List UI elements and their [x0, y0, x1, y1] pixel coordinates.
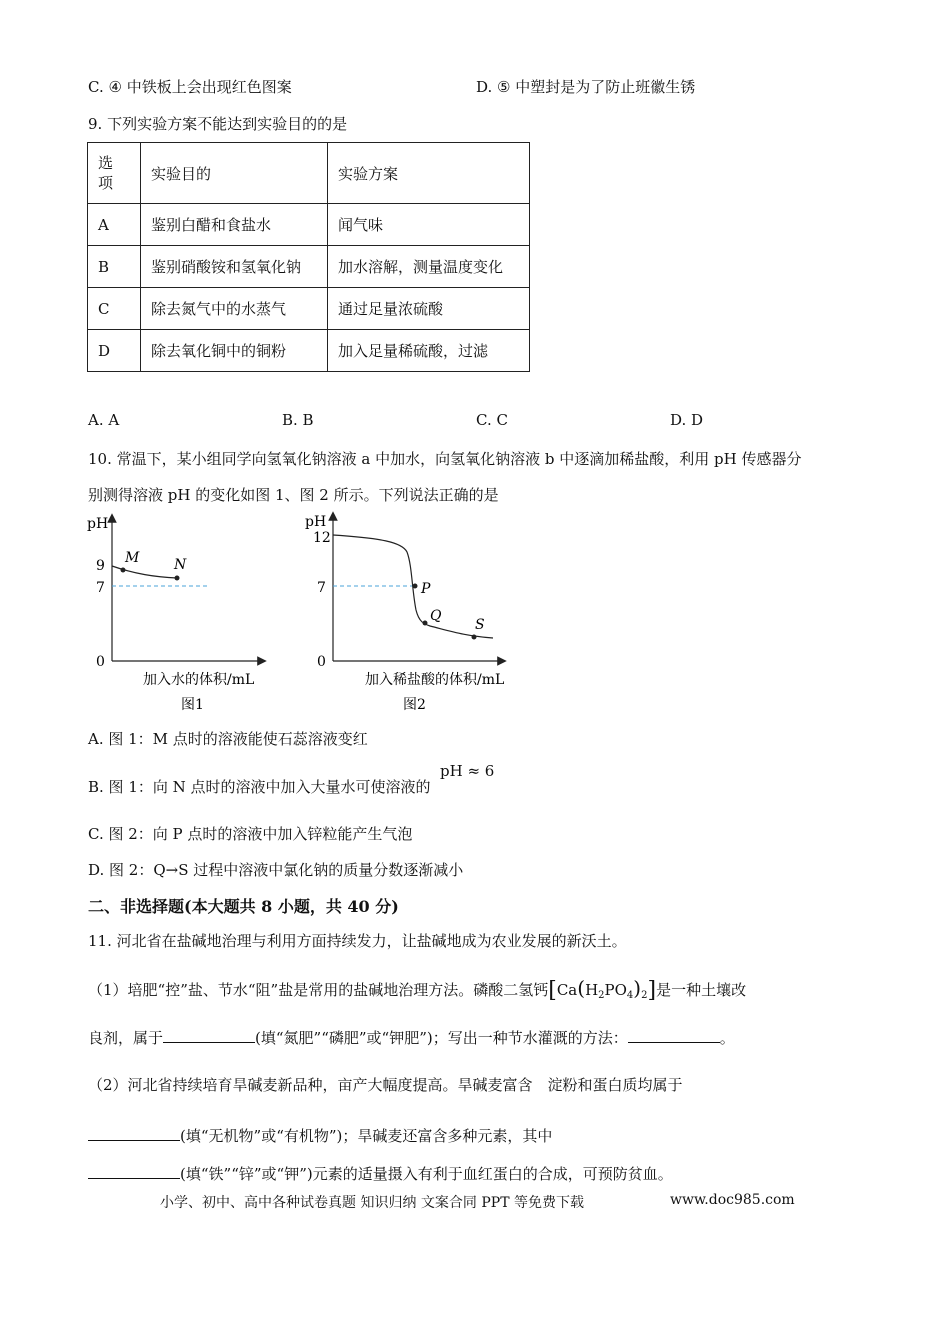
row-plan: 加水溶解，测量温度变化	[328, 246, 530, 288]
q9-choice-b: B. B	[282, 411, 314, 429]
q11-part1-line2: 良剂，属于 (填“氮肥”“磷肥”或“钾肥”)；写出一种节水灌溉的方法： 。	[88, 1029, 735, 1047]
figure-2	[300, 510, 530, 720]
q11-part2-line2: (填“无机物”或“有机物”)；旱碱麦还富含多种元素，其中	[88, 1125, 552, 1146]
q11-part2-line3: (填“铁”“锌”或“钾”)元素的适量摄入有利于血红蛋白的合成，可预防贫血。	[88, 1163, 673, 1184]
fig1-xlabel: 加入水的体积/mL	[143, 672, 255, 688]
row-purpose: 除去氮气中的水蒸气	[141, 288, 328, 330]
q11-part1-text-b: 是一种土壤改	[656, 981, 747, 999]
fig1-ylabel: pH	[87, 516, 109, 532]
row-option: C	[88, 288, 141, 330]
row-purpose: 除去氧化铜中的铜粉	[141, 330, 328, 372]
q10-stem-line2: 别测得溶液 pH 的变化如图 1、图 2 所示。下列说法正确的是	[88, 486, 499, 504]
fig2-point-q	[423, 621, 428, 626]
q8-option-c: C. ④ 中铁板上会出现红色图案	[88, 78, 292, 96]
fig2-tick-7: 7	[317, 580, 326, 596]
q10-option-c: C. 图 2：向 P 点时的溶液中加入锌粒能产生气泡	[88, 825, 413, 843]
header-option: 选 项	[88, 143, 141, 204]
q11-stem: 11. 河北省在盐碱地治理与利用方面持续发力，让盐碱地成为农业发展的新沃土。	[88, 932, 627, 950]
fig2-tick-12: 12	[313, 530, 331, 546]
fig1-point-m	[121, 568, 126, 573]
table-row	[88, 288, 530, 330]
fig1-tick-7: 7	[96, 580, 105, 596]
fig1-label-n: N	[174, 557, 187, 573]
table-row	[88, 204, 530, 246]
fig1-tick-9: 9	[96, 558, 105, 574]
fig2-ylabel: pH	[305, 514, 327, 530]
q9-choice-a: A. A	[88, 411, 120, 429]
answer-blank-irrigation[interactable]	[628, 1028, 720, 1043]
fig2-label-q: Q	[430, 608, 442, 624]
fig2-xlabel: 加入稀盐酸的体积/mL	[365, 672, 505, 688]
header-plan: 实验方案	[328, 143, 530, 204]
row-option: D	[88, 330, 141, 372]
q9-stem: 9. 下列实验方案不能达到实验目的的是	[88, 115, 348, 133]
row-purpose: 鉴别白醋和食盐水	[141, 204, 328, 246]
q10-stem-line1: 10. 常温下，某小组同学向氢氧化钠溶液 a 中加水，向氢氧化钠溶液 b 中逐滴加稀盐酸，利用 pH 传感器分	[88, 450, 802, 468]
row-plan: 加入足量稀硫酸，过滤	[328, 330, 530, 372]
fig2-point-s	[472, 635, 477, 640]
q10-option-d: D. 图 2：Q→S 过程中溶液中氯化钠的质量分数逐渐减小	[88, 861, 464, 879]
q9-choice-c: C. C	[476, 411, 508, 429]
table-row	[88, 330, 530, 372]
q11-part2-line1: （2）河北省持续培育旱碱麦新品种，亩产大幅度提高。旱碱麦富含 淀粉和蛋白质均属于	[88, 1076, 683, 1094]
answer-blank-fertilizer[interactable]	[163, 1028, 255, 1043]
q10-option-a: A. 图 1：M 点时的溶液能使石蕊溶液变红	[88, 730, 368, 748]
q9-table	[87, 142, 530, 372]
footer-text: 小学、初中、高中各种试卷真题 知识归纳 文案合同 PPT 等免费下载	[160, 1195, 584, 1211]
table-row	[88, 246, 530, 288]
q9-choice-d: D. D	[670, 411, 704, 429]
q8-option-d: D. ⑤ 中塑封是为了防止班徽生锈	[476, 78, 696, 96]
q10-option-b: B. 图 1：向 N 点时的溶液中加入大量水可使溶液的	[88, 778, 431, 796]
header-purpose: 实验目的	[141, 143, 328, 204]
answer-blank-organic[interactable]	[88, 1126, 180, 1141]
fig1-tick-0: 0	[96, 654, 105, 670]
row-plan: 通过足量浓硫酸	[328, 288, 530, 330]
q10-option-b-formula: pH ≈ 6	[440, 762, 495, 780]
row-option: B	[88, 246, 141, 288]
table-header-row	[88, 143, 530, 204]
q11-part1-line1	[88, 976, 746, 1003]
fig2-tick-0: 0	[317, 654, 326, 670]
fig2-caption: 图2	[403, 697, 426, 713]
row-purpose: 鉴别硝酸铵和氢氧化钠	[141, 246, 328, 288]
row-plan: 闻气味	[328, 204, 530, 246]
calcium-dihydrogen-phosphate-formula: $[Ca(H_2PO_4)_2]$	[548, 976, 657, 1003]
footer-url[interactable]: www.doc985.com	[670, 1192, 795, 1208]
row-option: A	[88, 204, 141, 246]
figure-1	[85, 510, 285, 720]
section-2-title: 二、非选择题(本大题共 8 小题，共 40 分)	[88, 897, 399, 916]
fig1-point-n	[175, 576, 180, 581]
fig1-label-m: M	[125, 550, 140, 566]
q11-part1-text-a: （1）培肥“控”盐、节水“阻”盐是常用的盐碱地治理方法。磷酸二氢钙	[88, 981, 549, 999]
fig1-caption: 图1	[181, 697, 204, 713]
fig2-label-s: S	[475, 617, 485, 633]
fig2-label-p: P	[421, 581, 431, 597]
fig2-point-p	[413, 584, 418, 589]
answer-blank-element[interactable]	[88, 1164, 180, 1179]
